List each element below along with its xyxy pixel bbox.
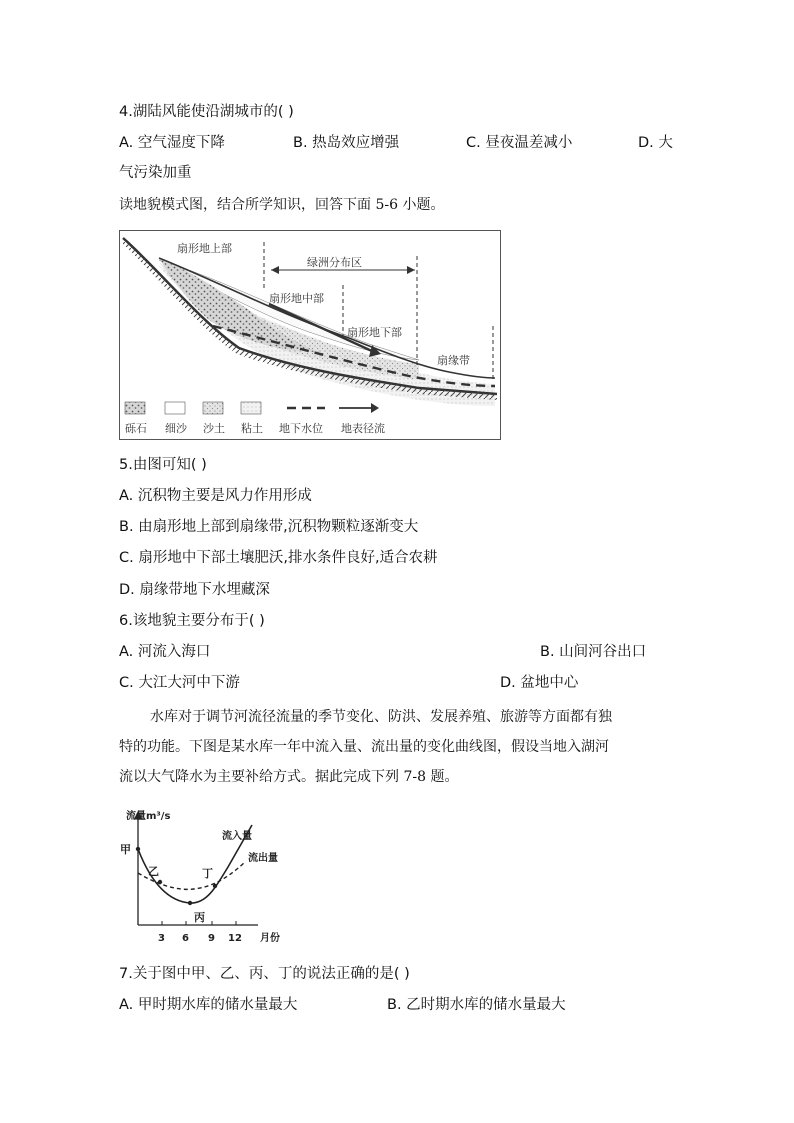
reservoir-flow-figure — [112, 805, 302, 947]
zone-label-oasis: 绿洲分布区 — [307, 256, 362, 269]
legend-label-groundwater: 地下水位 — [279, 422, 323, 435]
q5-option-b: B. 由扇形地上部到扇缘带,沉积物颗粒逐渐变大 — [119, 519, 419, 535]
legend-gravel-swatch — [125, 402, 145, 414]
q4-option-d-continued: 气污染加重 — [119, 165, 192, 181]
legend-label-finesand: 细沙 — [165, 422, 187, 435]
q6-option-a: A. 河流入海口 — [119, 644, 211, 660]
q5-option-a: A. 沉积物主要是风力作用形成 — [119, 488, 312, 504]
q5-option-c: C. 扇形地中下部土壤肥沃,排水条件良好,适合农耕 — [119, 550, 438, 566]
point-bing: 丙 — [194, 911, 205, 924]
zone-label-edge: 扇缘带 — [437, 354, 470, 367]
intro-7-8-line1: 水库对于调节河流径流量的季节变化、防洪、发展养殖、旅游等方面都有独 — [150, 709, 612, 725]
x-tick-12: 12 — [228, 933, 242, 944]
q4-option-a: A. 空气湿度下降 — [119, 135, 225, 151]
q4-option-b: B. 热岛效应增强 — [293, 135, 400, 151]
alluvial-fan-figure — [119, 230, 501, 440]
q4-stem: 4.湖陆风能使沿湖城市的( ) — [119, 104, 294, 120]
outflow-label: 流出量 — [248, 853, 278, 864]
point-jia: 甲 — [120, 843, 131, 856]
x-axis-label: 月份 — [260, 933, 280, 944]
q7-option-b: B. 乙时期水库的储水量最大 — [387, 997, 566, 1013]
intro-5-6: 读地貌模式图，结合所学知识，回答下面 5-6 小题。 — [119, 197, 445, 213]
q7-option-a: A. 甲时期水库的储水量最大 — [119, 997, 298, 1013]
q6-option-d: D. 盆地中心 — [500, 675, 579, 691]
q6-stem: 6.该地貌主要分布于( ) — [119, 613, 265, 629]
legend-label-sandsoil: 沙土 — [203, 422, 225, 435]
legend-label-runoff: 地表径流 — [341, 422, 385, 435]
point-yi: 乙 — [148, 865, 159, 878]
q5-option-d: D. 扇缘带地下水埋藏深 — [119, 582, 270, 598]
q6-option-c: C. 大江大河中下游 — [119, 675, 240, 691]
legend-sandsoil-swatch — [203, 402, 223, 414]
zone-label-lower: 扇形地下部 — [347, 326, 402, 339]
legend-finesand-swatch — [165, 402, 185, 414]
y-axis-label: 流量m³/s — [126, 811, 171, 822]
x-tick-3: 3 — [158, 933, 165, 944]
q4-option-c: C. 昼夜温差减小 — [466, 135, 573, 151]
point-ding: 丁 — [202, 867, 213, 880]
legend-label-clay: 粘土 — [241, 422, 263, 435]
q4-option-d: D. 大 — [638, 135, 673, 151]
q6-option-b: B. 山间河谷出口 — [540, 644, 647, 660]
zone-label-upper: 扇形地上部 — [177, 242, 232, 255]
intro-7-8-line2: 特的功能。下图是某水库一年中流入量、流出量的变化曲线图，假设当地入湖河 — [119, 739, 609, 755]
legend-label-gravel: 砾石 — [125, 422, 147, 435]
q5-stem: 5.由图可知( ) — [119, 457, 207, 473]
inflow-label: 流入量 — [222, 831, 252, 842]
x-tick-6: 6 — [182, 933, 189, 944]
intro-7-8-line3: 流以大气降水为主要补给方式。据此完成下列 7-8 题。 — [119, 769, 459, 785]
legend-clay-swatch — [241, 402, 261, 414]
x-tick-9: 9 — [208, 933, 215, 944]
zone-label-middle: 扇形地中部 — [269, 292, 324, 305]
q7-stem: 7.关于图中甲、乙、丙、丁的说法正确的是( ) — [119, 966, 410, 982]
